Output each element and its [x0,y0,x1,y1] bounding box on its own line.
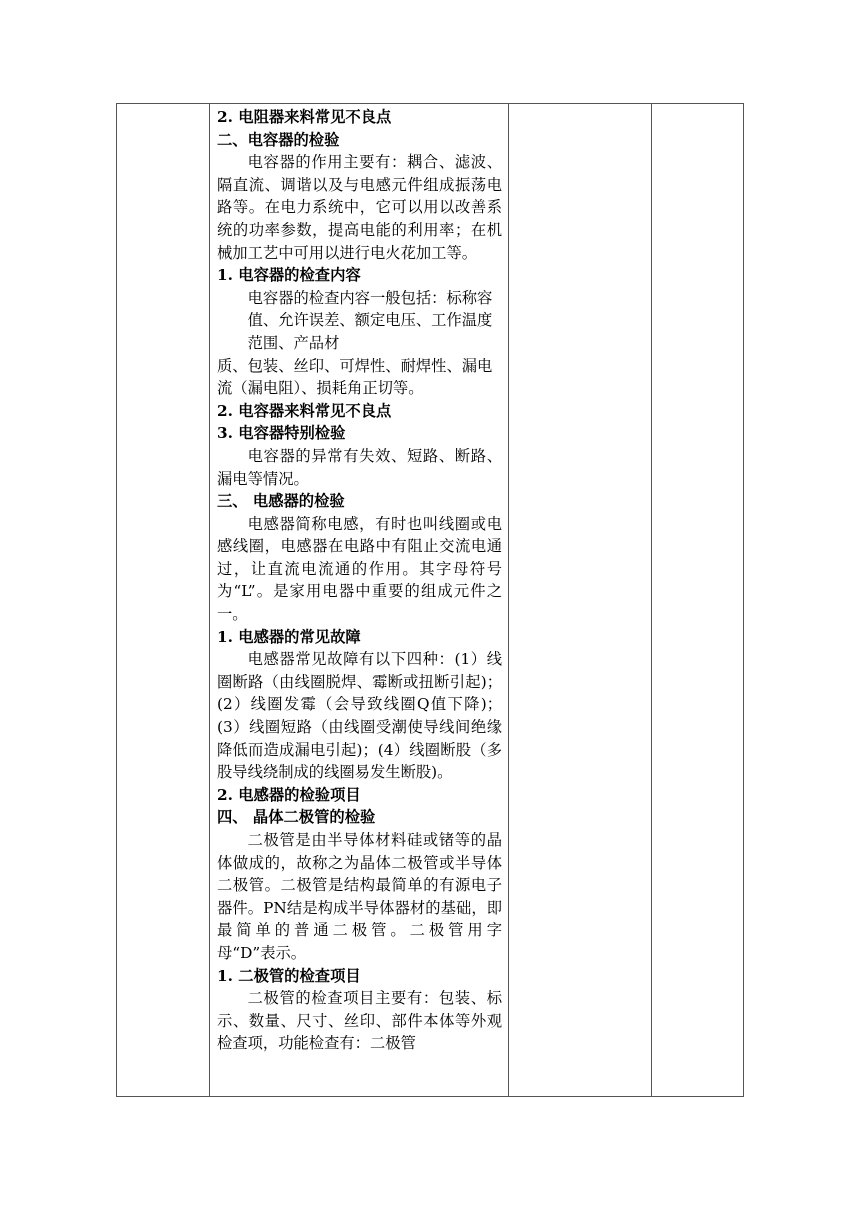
subheading: 2. 电容器来料常见不良点 [217,401,392,420]
subheading: 1. 电感器的常见故障 [217,627,361,646]
middle-blank-cell [509,104,652,1097]
table-row [117,104,744,1097]
content-table [116,103,744,1097]
section-heading: 四、 晶体二极管的检验 [217,808,376,827]
paragraph: 质、包装、丝印、可焊性、耐焊性、漏电流（漏电阻）、损耗角正切等。 [217,356,493,398]
subheading: 1. 二极管的检查项目 [217,966,361,985]
content-text-block [210,104,508,1055]
left-blank-cell [117,104,210,1097]
paragraph: 电容器的检查内容一般包括：标称容值、允许误差、额定电压、工作温度范围、产品材 [247,288,493,352]
paragraph: 电容器的作用主要有：耦合、滤波、隔直流、调谐以及与电感元件组成振荡电路等。在电力系统中，它可以用以改善系统的功率参数，提高电能的利用率；在机械加工艺中可用以进行电火花加工等。 [217,153,502,262]
subheading: 3. 电容器特别检验 [217,424,346,443]
subheading: 2. 电感器的检验项目 [217,785,361,804]
subheading: 1. 电容器的检查内容 [217,266,361,285]
content-cell [210,104,509,1097]
subheading: 2. 电阻器来料常见不良点 [217,108,392,126]
paragraph: 电感器简称电感，有时也叫线圈或电感线圈，电感器在电路中有阻止交流电通过，让直流电流通的作用。其字母符号为“L”。是家用电器中重要的组成元件之一。 [217,514,502,624]
right-blank-cell [652,104,744,1097]
paragraph: 二极管的检查项目主要有：包装、标示、数量、尺寸、丝印、部件本体等外观检查项，功能检查有：二极管 [217,989,502,1053]
section-heading: 三、 电感器的检验 [217,492,345,511]
paragraph: 电容器的异常有失效、短路、断路、漏电等情况。 [217,446,502,488]
paragraph: 电感器常见故障有以下四种：(1）线圈断路（由线圈脱焊、霉断或扭断引起)；(2）线圈发霉（会导致线圈Q值下降)；(3）线圈短路（由线圈受潮使导线间绝缘降低而造成漏电引起)；(4）线圈断股（多股导线绕制成的线圈易发生断股)。 [217,650,502,782]
section-heading: 二、电容器的检验 [217,130,340,149]
paragraph: 二极管是由半导体材料硅或锗等的晶体做成的，故称之为晶体二极管或半导体二极管。二极管是结构最简单的有源电子器件。PN结是构成半导体器材的基础，即最简单的普通二极管。二极管用字母“D”表示。 [217,831,502,962]
